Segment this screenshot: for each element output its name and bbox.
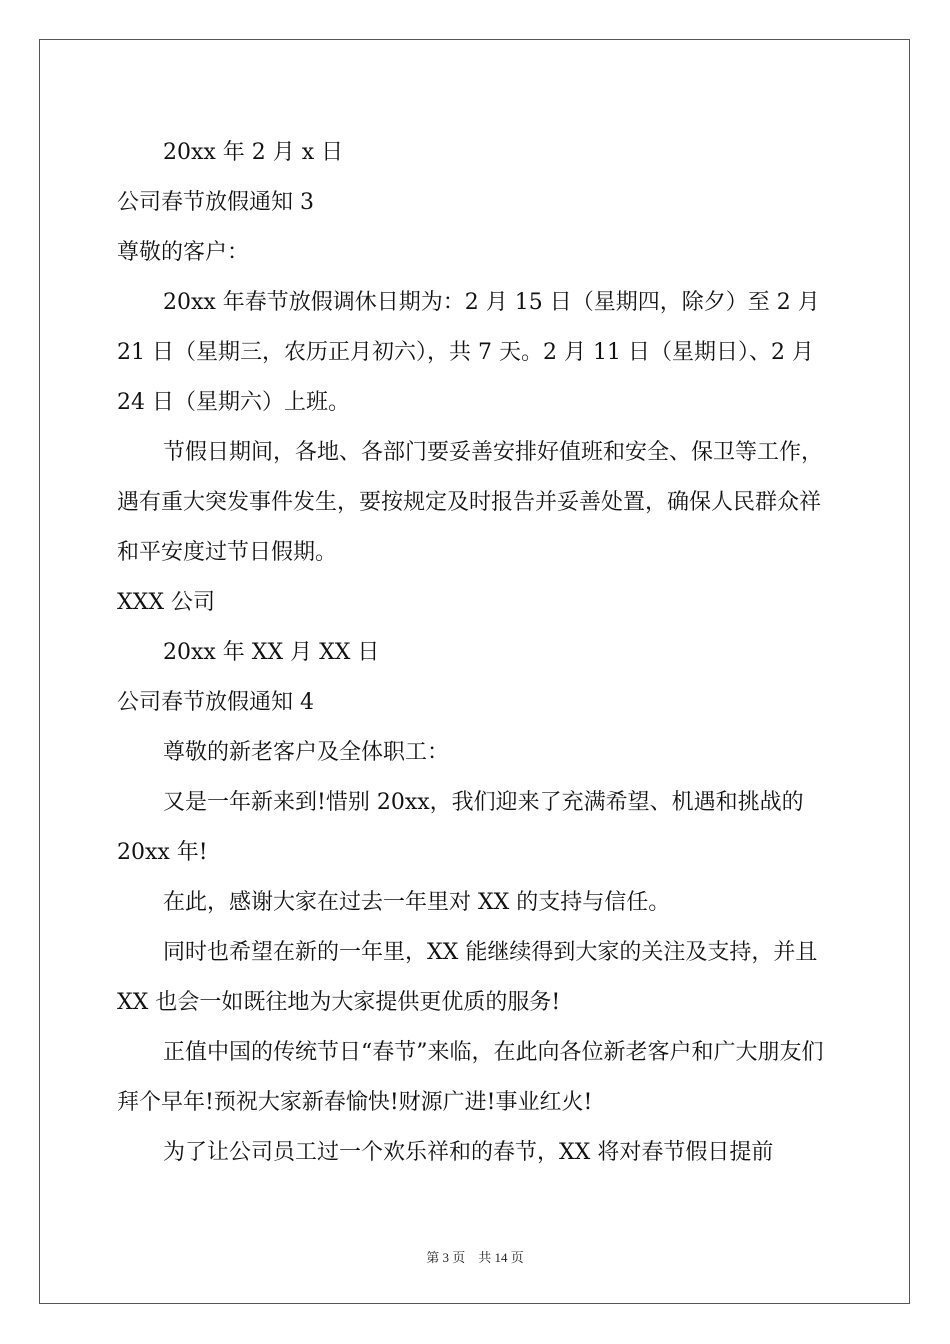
signature-date: 20xx 年 XX 月 XX 日 bbox=[163, 640, 380, 665]
paragraph-arrangement: 为了让公司员工过一个欢乐祥和的春节，XX 将对春节假日提前 bbox=[163, 1140, 774, 1165]
page-number: 第 3 页 bbox=[426, 1250, 466, 1265]
notice-title-3: 公司春节放假通知 3 bbox=[117, 190, 314, 215]
salutation-customers: 尊敬的客户： bbox=[117, 240, 250, 265]
paragraph-greetings: 正值中国的传统节日“春节”来临，在此向各位新老客户和广大朋友们拜个早年!预祝大家新春愉快!财源广进!事业红火! bbox=[117, 1040, 824, 1115]
document-body bbox=[117, 128, 837, 1178]
paragraph-thanks: 在此，感谢大家在过去一年里对 XX 的支持与信任。 bbox=[163, 890, 671, 915]
paragraph-hope: 同时也希望在新的一年里，XX 能继续得到大家的关注及支持，并且 XX 也会一如既往地为大家提供更优质的服务! bbox=[117, 940, 818, 1015]
paragraph-new-year: 又是一年新来到!惜别 20xx，我们迎来了充满希望、机遇和挑战的 20xx 年! bbox=[117, 790, 804, 865]
paragraph-holiday-dates: 20xx 年春节放假调休日期为：2 月 15 日（星期四，除夕）至 2 月 21 日（星期三，农历正月初六），共 7 天。2 月 11 日（星期日）、2 月 24 日（星期六）上班。 bbox=[117, 290, 820, 415]
page-footer bbox=[0, 1247, 950, 1266]
company-signature: XXX 公司 bbox=[117, 590, 215, 615]
notice-title-4: 公司春节放假通知 4 bbox=[117, 690, 314, 715]
salutation-clients-staff: 尊敬的新老客户及全体职工： bbox=[163, 740, 450, 765]
date-line: 20xx 年 2 月 x 日 bbox=[163, 140, 344, 165]
page-total: 共 14 页 bbox=[478, 1250, 524, 1265]
paragraph-duty-arrangement: 节假日期间，各地、各部门要妥善安排好值班和安全、保卫等工作，遇有重大突发事件发生，要按规定及时报告并妥善处置，确保人民群众祥和平安度过节日假期。 bbox=[117, 440, 824, 565]
